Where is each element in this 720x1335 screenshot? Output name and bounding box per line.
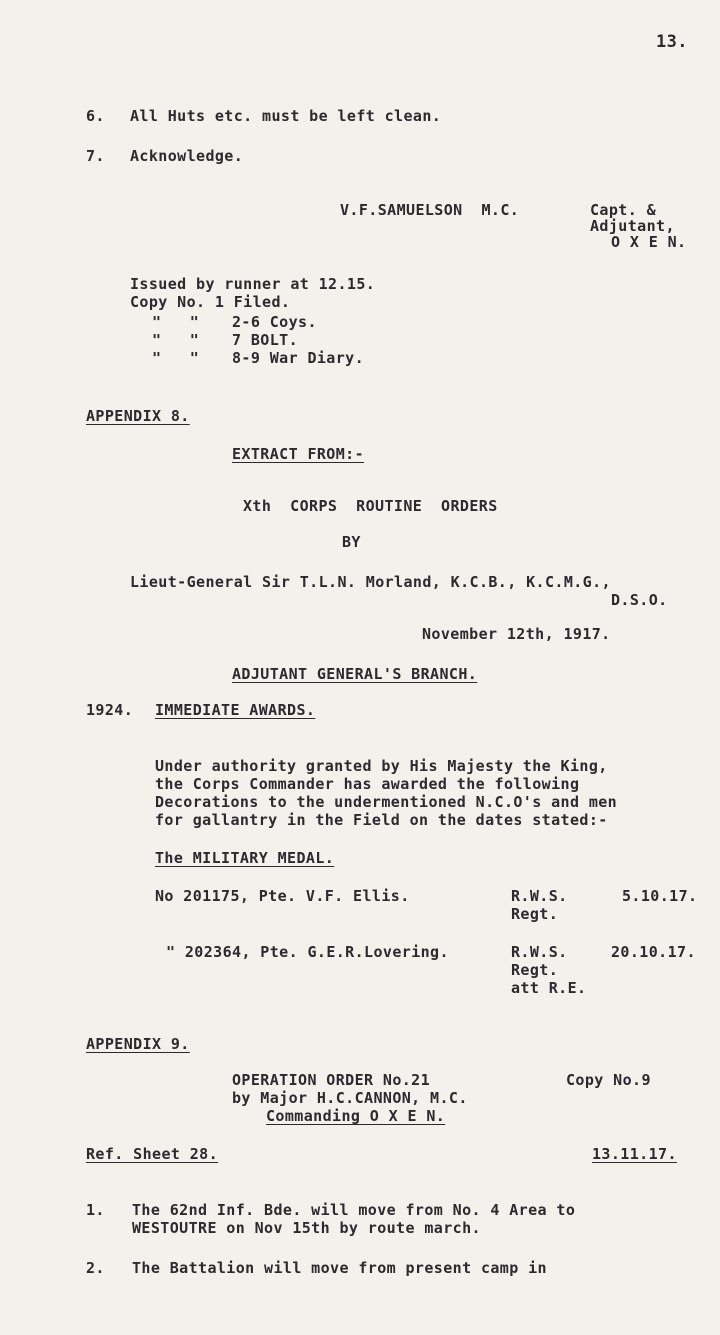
item-text: All Huts etc. must be left clean. <box>130 107 442 125</box>
ditto-marks: " " <box>152 331 200 349</box>
copy-line: Copy No. 1 Filed. <box>130 293 291 311</box>
order-number: 1924. <box>86 701 134 719</box>
item-number: 1. <box>86 1201 105 1219</box>
signature-unit: O X E N. <box>611 233 687 251</box>
award-date: 20.10.17. <box>611 943 696 961</box>
commanding-line: Commanding O X E N. <box>266 1107 446 1125</box>
paragraph-line: Under authority granted by His Majesty the King, <box>155 757 608 775</box>
orders-title: Xth CORPS ROUTINE ORDERS <box>243 497 498 515</box>
award-regiment: Regt. <box>511 905 559 923</box>
by-line: BY <box>342 533 361 551</box>
ditto-marks: " " <box>152 313 200 331</box>
ditto-marks: " " <box>152 349 200 367</box>
branch-heading: ADJUTANT GENERAL'S BRANCH. <box>232 665 478 683</box>
paragraph-line: the Corps Commander has awarded the following <box>155 775 580 793</box>
item-text: The Battalion will move from present camp in <box>132 1259 547 1277</box>
general-line: D.S.O. <box>611 591 668 609</box>
order-date: 13.11.17. <box>592 1145 677 1163</box>
order-title: IMMEDIATE AWARDS. <box>155 701 316 719</box>
copy-line: 7 BOLT. <box>232 331 299 349</box>
paragraph-line: Decorations to the undermentioned N.C.O's and men <box>155 793 618 811</box>
item-number: 6. <box>86 107 105 125</box>
item-number: 2. <box>86 1259 105 1277</box>
general-line: Lieut-General Sir T.L.N. Morland, K.C.B., K.C.M.G., <box>130 573 611 591</box>
paragraph-line: for gallantry in the Field on the dates stated:- <box>155 811 608 829</box>
issued-line: Issued by runner at 12.15. <box>130 275 376 293</box>
copy-number: Copy No.9 <box>566 1071 651 1089</box>
page-number: 13. <box>656 32 688 52</box>
signature-rank: Adjutant, <box>590 217 675 235</box>
item-text: WESTOUTRE on Nov 15th by route march. <box>132 1219 481 1237</box>
item-text: Acknowledge. <box>130 147 244 165</box>
operation-order-title: OPERATION ORDER No.21 <box>232 1071 431 1089</box>
award-regiment: R.W.S. <box>511 943 568 961</box>
award-regiment: Regt. <box>511 961 559 979</box>
copy-line: 8-9 War Diary. <box>232 349 365 367</box>
award-date: 5.10.17. <box>622 887 698 905</box>
order-date: November 12th, 1917. <box>422 625 611 643</box>
appendix-heading: APPENDIX 8. <box>86 407 190 425</box>
award-recipient: " 202364, Pte. G.E.R.Lovering. <box>166 943 449 961</box>
award-recipient: No 201175, Pte. V.F. Ellis. <box>155 887 410 905</box>
award-regiment: R.W.S. <box>511 887 568 905</box>
appendix-heading: APPENDIX 9. <box>86 1035 190 1053</box>
signature-name: V.F.SAMUELSON M.C. <box>340 201 520 219</box>
item-text: The 62nd Inf. Bde. will move from No. 4 Area to <box>132 1201 576 1219</box>
item-number: 7. <box>86 147 105 165</box>
medal-heading: The MILITARY MEDAL. <box>155 849 335 867</box>
signature-rank: Capt. & <box>590 201 657 219</box>
extract-heading: EXTRACT FROM:- <box>232 445 365 463</box>
order-by: by Major H.C.CANNON, M.C. <box>232 1089 468 1107</box>
copy-line: 2-6 Coys. <box>232 313 317 331</box>
ref-sheet: Ref. Sheet 28. <box>86 1145 219 1163</box>
award-regiment: att R.E. <box>511 979 587 997</box>
